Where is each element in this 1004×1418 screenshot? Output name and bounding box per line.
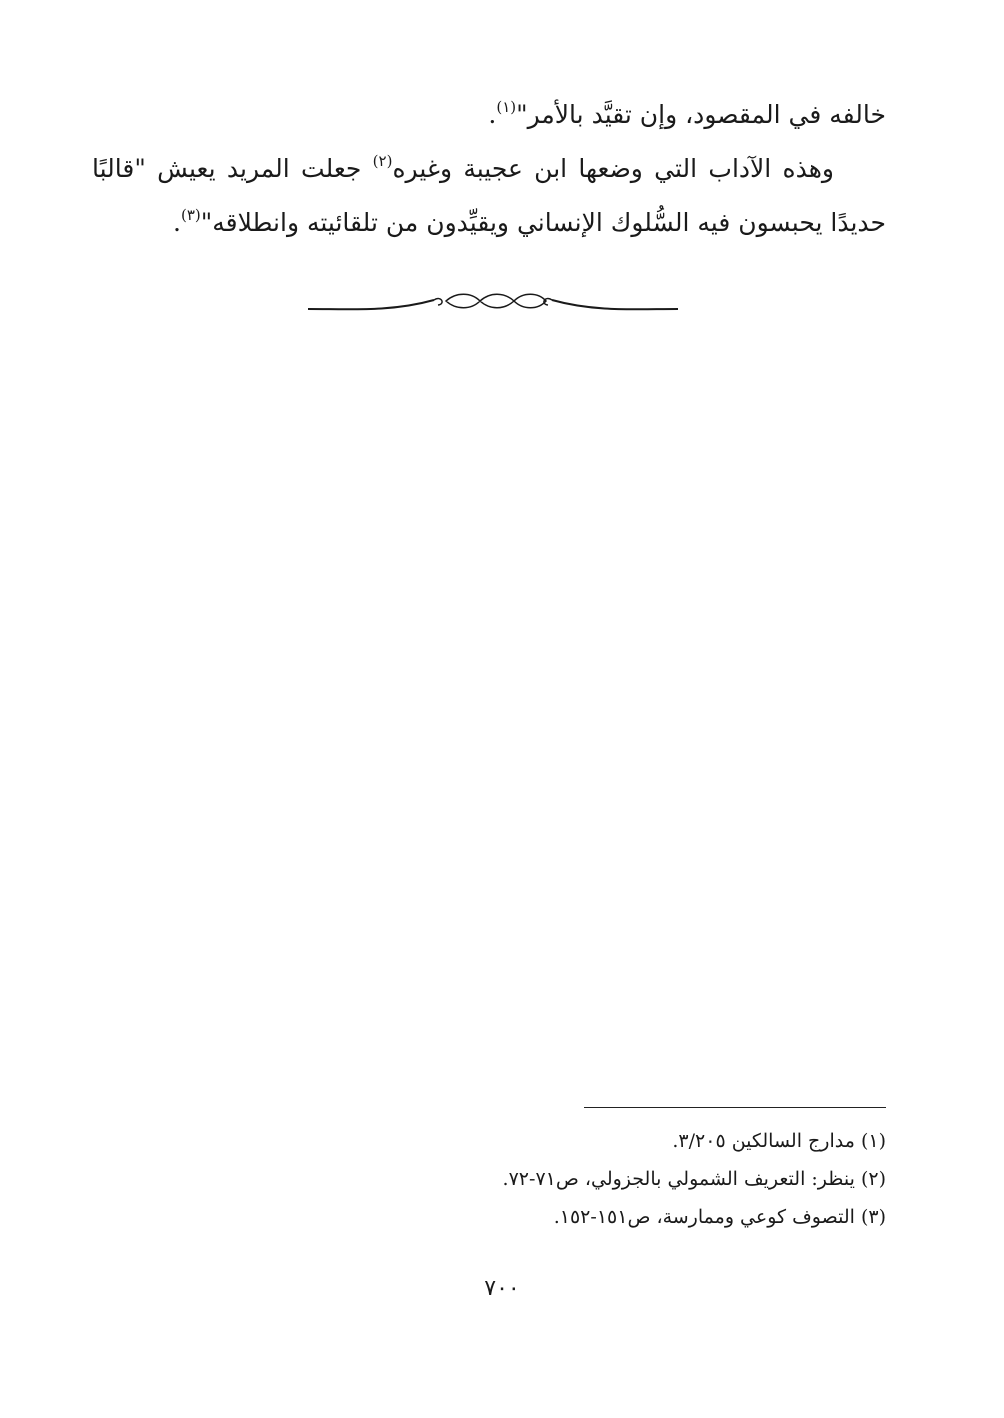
footnote-2-number: (٢) — [860, 1168, 886, 1190]
footnote-ref-1: (١) — [496, 98, 517, 116]
footnote-1-number: (١) — [860, 1130, 886, 1152]
footnotes — [92, 1122, 886, 1236]
paragraph-2-text-a: وهذه الآداب التي وضعها ابن عجيبة وغيره — [392, 154, 834, 183]
paragraph-1 — [92, 88, 886, 142]
footnote-3-number: (٣) — [860, 1206, 886, 1228]
page-number: ٧٠٠ — [484, 1276, 520, 1301]
paragraph-2-tail: . — [173, 208, 181, 237]
footnote-ref-2: (٢) — [372, 152, 393, 170]
footnote-3-text: التصوف كوعي وممارسة، ص١٥١-١٥٢. — [553, 1206, 855, 1228]
paragraph-1-tail: . — [488, 100, 497, 129]
body-text — [92, 88, 886, 250]
footnote-2-text: ينظر: التعريف الشمولي بالجزولي، ص٧١-٧٢. — [502, 1168, 855, 1190]
footnote-3 — [92, 1198, 886, 1236]
paragraph-2 — [92, 142, 886, 250]
footnote-2 — [92, 1160, 886, 1198]
footnote-separator — [584, 1107, 886, 1108]
section-divider-ornament — [306, 292, 680, 322]
footnote-1-text: مدارج السالكين ٣/٢٠٥. — [672, 1130, 855, 1152]
footnote-ref-3: (٣) — [180, 206, 201, 224]
paragraph-2-text-b: جعلت المريد يعيش "قالبًا حديدًا يحبسون فيه السُّلوك الإنساني ويقيِّدون من تلقائيته وانطلاقه" — [92, 154, 886, 237]
footnote-1 — [92, 1122, 886, 1160]
paragraph-1-text: خالفه في المقصود، وإن تقيَّد بالأمر" — [516, 100, 886, 129]
